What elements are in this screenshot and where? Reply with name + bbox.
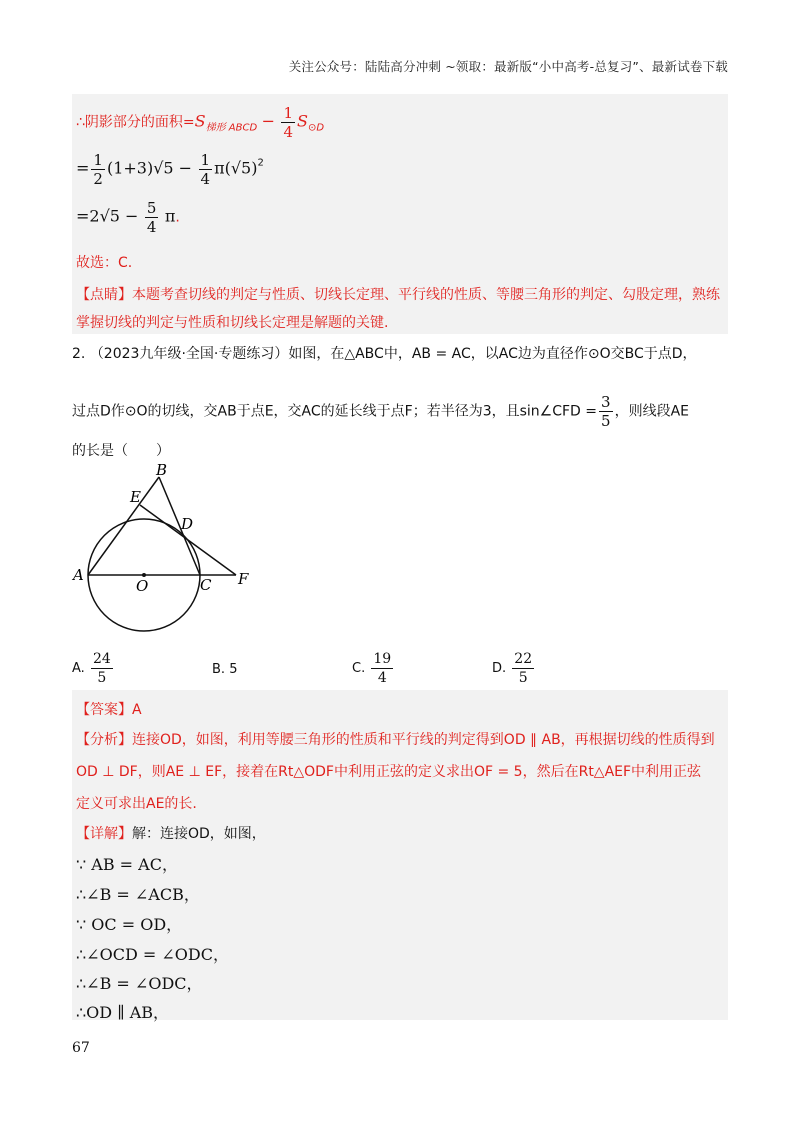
analysis-line-2: OD ⊥ DF，则AE ⊥ EF，接着在Rt△ODF中利用正弦的定义求出OF = 5，然后在Rt△AEF中利用正弦: [76, 764, 702, 780]
label-a: A: [73, 566, 84, 584]
detail-head: 【详解】解：连接OD，如图，: [76, 826, 266, 842]
label-c: C: [200, 576, 212, 594]
label-o: O: [136, 577, 149, 595]
geometry-figure: [70, 462, 270, 642]
proof-step-5: ∴∠B = ∠ODC，: [76, 974, 203, 993]
label-d: D: [181, 515, 194, 533]
s-trapezoid: S: [194, 111, 206, 131]
question-text-1: 如图，在△ABC中，AB = AC，以AC边为直径作⊙O交BC于点D，: [288, 346, 697, 362]
area-step-2: = $\frac{1}{2}$ (1+3)√5 − $\frac{1}{4}$ $\pi(√5)^2$: [76, 151, 264, 188]
choice-line: 故选：C.: [76, 255, 133, 271]
page-number: 67: [72, 1040, 90, 1056]
fraction-3-5: $\frac{3}{5}$: [601, 393, 611, 430]
label-e: E: [130, 488, 141, 506]
option-d[interactable]: D. $\frac{22}{5}$: [492, 651, 533, 686]
fraction-1-4: $\frac{1}{4}$: [283, 104, 294, 141]
question-line-3: 的长是（ ）: [72, 443, 170, 459]
proof-step-3: ∵ OC = OD，: [76, 915, 183, 934]
option-c[interactable]: C. $\frac{19}{4}$: [352, 651, 392, 686]
analysis-line-1: 【分析】连接OD，如图，利用等腰三角形的性质和平行线的判定得到OD ∥ AB，再根据切线的性质得到: [76, 732, 715, 748]
answer-line: 【答案】A: [76, 702, 142, 718]
option-a[interactable]: A. $\frac{24}{5}$: [72, 651, 111, 686]
area-step-3: =2√5 − $\frac{5}{4}$ π.: [76, 199, 180, 236]
segment-ab: [88, 477, 159, 575]
proof-step-1: ∵ AB = AC，: [76, 855, 178, 874]
s-circle: S: [297, 111, 308, 131]
label-b: B: [156, 462, 168, 479]
area-formula-line: [76, 104, 324, 141]
question-source: （2023九年级·全国·专题练习）: [89, 346, 289, 362]
question-line-2: 过点D作⊙O的切线，交AB于点E，交AC的延长线于点F；若半径为3，且sin∠CFD = $\frac{3}{5}$ ，则线段AE: [72, 393, 690, 430]
fraction-5-4: $\frac{5}{4}$: [146, 199, 157, 236]
s-trapezoid-sub: 梯形 ABCD: [205, 122, 258, 134]
label-f: F: [238, 570, 249, 588]
s-circle-sub: ⊙D: [308, 122, 325, 134]
comment-line-1: 【点睛】本题考查切线的判定与性质、切线长定理、平行线的性质、等腰三角形的判定、勾股定理，熟练: [76, 287, 720, 303]
option-b[interactable]: B. 5: [212, 662, 238, 677]
fraction-1-4-b: $\frac{1}{4}$: [200, 151, 211, 188]
fraction-1-2: $\frac{1}{2}$: [93, 151, 103, 188]
comment-line-2: 掌握切线的判定与性质和切线长定理是解题的关键.: [76, 315, 389, 331]
area-label: ∴阴影部分的面积=: [76, 114, 195, 131]
analysis-line-3: 定义可求出AE的长.: [76, 796, 197, 812]
question-line-1: [72, 343, 697, 363]
proof-step-4: ∴∠OCD = ∠ODC，: [76, 945, 229, 964]
proof-step-2: ∴∠B = ∠ACB，: [76, 885, 200, 904]
minus-sign: −: [261, 111, 276, 131]
proof-step-6: ∴OD ∥ AB，: [76, 1003, 170, 1022]
question-number: 2.: [72, 346, 86, 362]
segment-bc: [159, 477, 200, 575]
answer-value: A: [132, 702, 142, 718]
header-note: 关注公众号：陆陆高分冲刺 ~领取：最新版“小中高考-总复习”、最新试卷下载: [288, 59, 728, 74]
